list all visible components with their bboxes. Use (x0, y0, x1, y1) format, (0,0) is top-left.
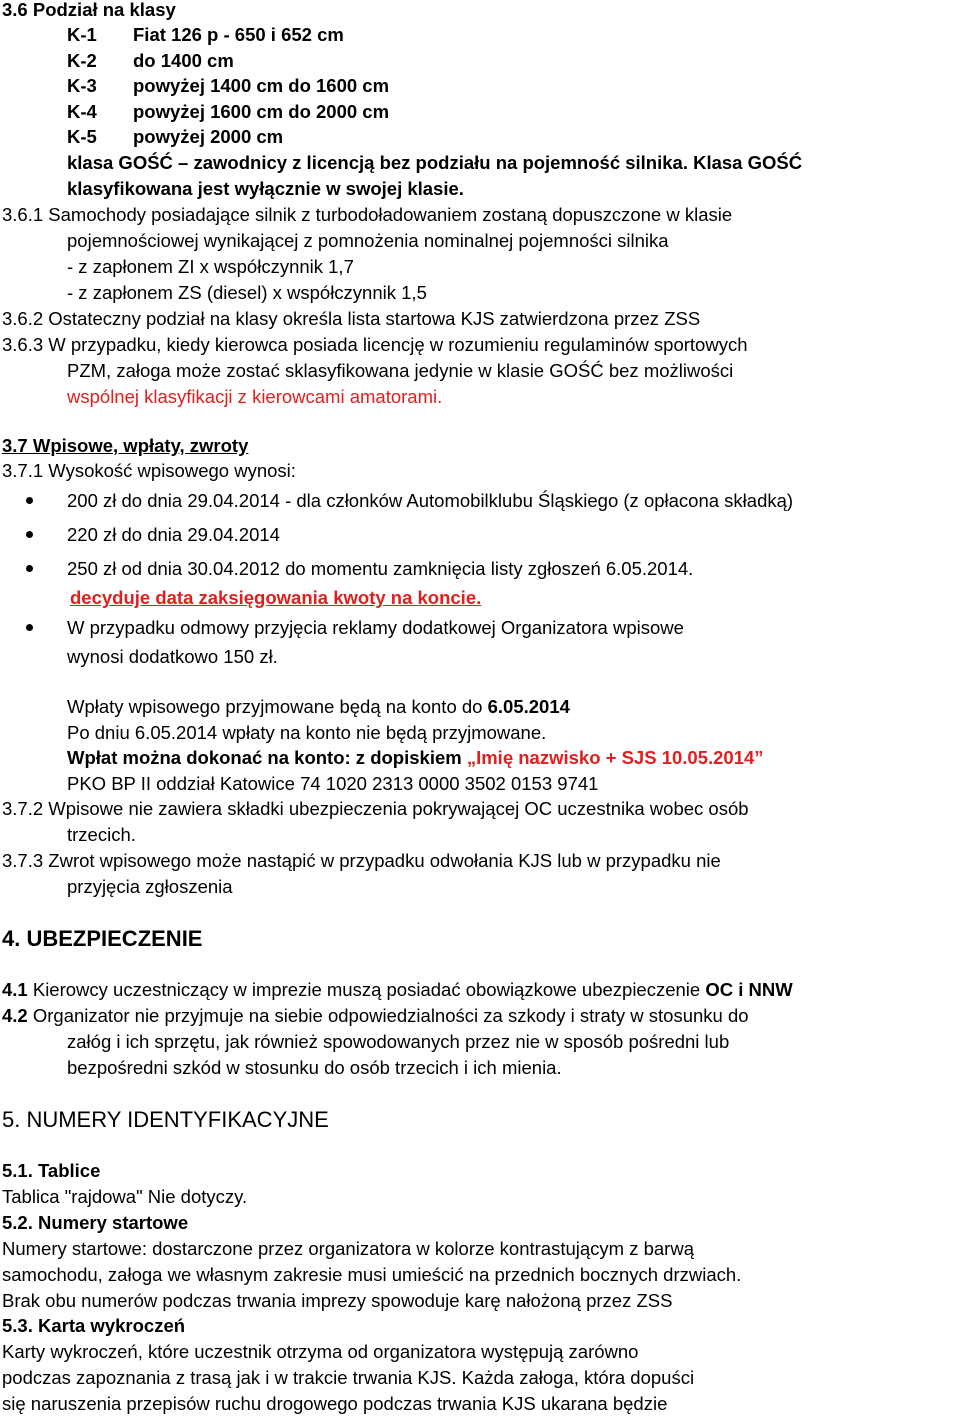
paragraph-5-3: Karty wykroczeń, które uczestnik otrzyma od organizatora występują zarówno (2, 1341, 639, 1362)
paragraph-5-3: podczas zapoznania z trasą jak i w trakcie trwania KJS. Każda załoga, która dopuści (2, 1367, 695, 1388)
class-code: K-4 (67, 101, 97, 122)
fee-item-cont: wynosi dodatkowo 150 zł. (67, 646, 278, 667)
payment-note: decyduje data zaksięgowania kwoty na koncie. (70, 587, 482, 608)
paragraph-3-7-2-cont: trzecich. (67, 824, 136, 845)
paragraph-4-1-bold: OC i NNW (705, 979, 793, 1000)
guest-class-line: klasyfikowana jest wyłącznie w swojej klasie. (67, 178, 464, 199)
bullet-icon (26, 624, 33, 631)
paragraph-4-1-text: Kierowcy uczestniczący w imprezie muszą posiadać obowiązkowe ubezpieczenie (27, 979, 706, 1000)
paragraph-3-7-3-cont: przyjęcia zgłoszenia (67, 876, 233, 897)
paragraph-number: 4.1 (2, 979, 28, 1000)
paragraph-3-6-1-cont: pojemnościowej wynikającej z pomnożenia nominalnej pojemności silnika (67, 230, 669, 251)
class-code: K-5 (67, 126, 97, 147)
paragraph-3-6-3-cont: PZM, załoga może zostać sklasyfikowana jedynie w klasie GOŚĆ bez możliwości (67, 360, 734, 381)
paragraph-4-2-text: Organizator nie przyjmuje na siebie odpowiedzialności za szkody i straty w stosunku do (27, 1005, 749, 1026)
guest-class-line: klasa GOŚĆ – zawodnicy z licencją bez podziału na pojemność silnika. Klasa GOŚĆ (67, 152, 803, 173)
payment-reference: „Imię nazwisko + SJS 10.05.2014” (466, 747, 764, 768)
paragraph-4-2 (2, 1004, 749, 1028)
subsection-5-2-heading: 5.2. Numery startowe (2, 1212, 189, 1233)
class-desc: Fiat 126 p - 650 i 652 cm (133, 24, 344, 45)
payment-instruction (67, 746, 764, 770)
bullet-icon (26, 531, 33, 538)
paragraph-5-1: Tablica "rajdowa" Nie dotyczy. (2, 1186, 248, 1207)
payment-deadline-text: Wpłaty wpisowego przyjmowane będą na konto do (67, 696, 488, 717)
class-desc: powyżej 1600 cm do 2000 cm (133, 101, 390, 122)
paragraph-number: 4.2 (2, 1005, 28, 1026)
paragraph-3-7-2: 3.7.2 Wpisowe nie zawiera składki ubezpieczenia pokrywającej OC uczestnika wobec osób (2, 798, 749, 819)
class-code: K-3 (67, 75, 97, 96)
paragraph-5-2: Brak obu numerów podczas trwania imprezy spowoduje karę nałożoną przez ZSS (2, 1290, 673, 1311)
paragraph-4-2-cont: załóg i ich sprzętu, jak również spowodowanych przez nie w sposób pośredni lub (67, 1031, 730, 1052)
paragraph-3-6-1: 3.6.1 Samochody posiadające silnik z turbodoładowaniem zostaną dopuszczone w klasie (2, 204, 733, 225)
section-3-6-heading: 3.6 Podział na klasy (2, 0, 176, 20)
section-3-7-heading: 3.7 Wpisowe, wpłaty, zwroty (2, 435, 249, 456)
paragraph-5-3: się naruszenia przepisów ruchu drogowego podczas trwania KJS ukarana będzie (2, 1393, 668, 1414)
fee-item: W przypadku odmowy przyjęcia reklamy dodatkowej Organizatora wpisowe (67, 617, 684, 638)
section-5-heading: 5. NUMERY IDENTYFIKACYJNE (2, 1107, 329, 1132)
bank-account: PKO BP II oddział Katowice 74 1020 2313 0000 3502 0153 9741 (67, 773, 599, 794)
paragraph-4-1 (2, 978, 793, 1002)
class-code: K-2 (67, 50, 97, 71)
subsection-5-1-heading: 5.1. Tablice (2, 1160, 101, 1181)
paragraph-5-2: samochodu, załoga we własnym zakresie musi umieścić na przednich bocznych drzwiach. (2, 1264, 742, 1285)
paragraph-4-2-cont: bezpośredni szkód w stosunku do osób trzecich i ich mienia. (67, 1057, 562, 1078)
class-desc: do 1400 cm (133, 50, 234, 71)
paragraph-3-6-2: 3.6.2 Ostateczny podział na klasy określa lista startowa KJS zatwierdzona przez ZSS (2, 308, 701, 329)
paragraph-5-2: Numery startowe: dostarczone przez organizatora w kolorze kontrastującym z barwą (2, 1238, 694, 1259)
fee-item: 220 zł do dnia 29.04.2014 (67, 524, 280, 545)
payment-instruction-text: Wpłat można dokonać na konto: z dopiskiem (67, 747, 467, 768)
bullet-icon (26, 497, 33, 504)
paragraph-3-7-1: 3.7.1 Wysokość wpisowego wynosi: (2, 460, 296, 481)
paragraph-3-6-1-cont: - z zapłonem ZI x współczynnik 1,7 (67, 256, 354, 277)
payment-after-deadline: Po dniu 6.05.2014 wpłaty na konto nie będą przyjmowane. (67, 722, 547, 743)
bullet-icon (26, 565, 33, 572)
fee-item: 200 zł do dnia 29.04.2014 - dla członków Automobilklubu Śląskiego (z opłacona składką) (67, 490, 794, 511)
subsection-5-3-heading: 5.3. Karta wykroczeń (2, 1315, 186, 1336)
section-4-heading: 4. UBEZPIECZENIE (2, 926, 203, 951)
paragraph-3-7-3: 3.7.3 Zwrot wpisowego może nastąpić w przypadku odwołania KJS lub w przypadku nie (2, 850, 721, 871)
payment-deadline (67, 695, 570, 719)
fee-item: 250 zł od dnia 30.04.2012 do momentu zamknięcia listy zgłoszeń 6.05.2014. (67, 558, 694, 579)
class-desc: powyżej 2000 cm (133, 126, 284, 147)
paragraph-3-6-1-cont: - z zapłonem ZS (diesel) x współczynnik 1,5 (67, 282, 427, 303)
paragraph-3-6-3: 3.6.3 W przypadku, kiedy kierowca posiada licencję w rozumieniu regulaminów sportowych (2, 334, 748, 355)
class-code: K-1 (67, 24, 97, 45)
paragraph-3-6-3-red: wspólnej klasyfikacji z kierowcami amatorami. (67, 386, 443, 407)
payment-deadline-date: 6.05.2014 (487, 696, 570, 717)
class-desc: powyżej 1400 cm do 1600 cm (133, 75, 390, 96)
